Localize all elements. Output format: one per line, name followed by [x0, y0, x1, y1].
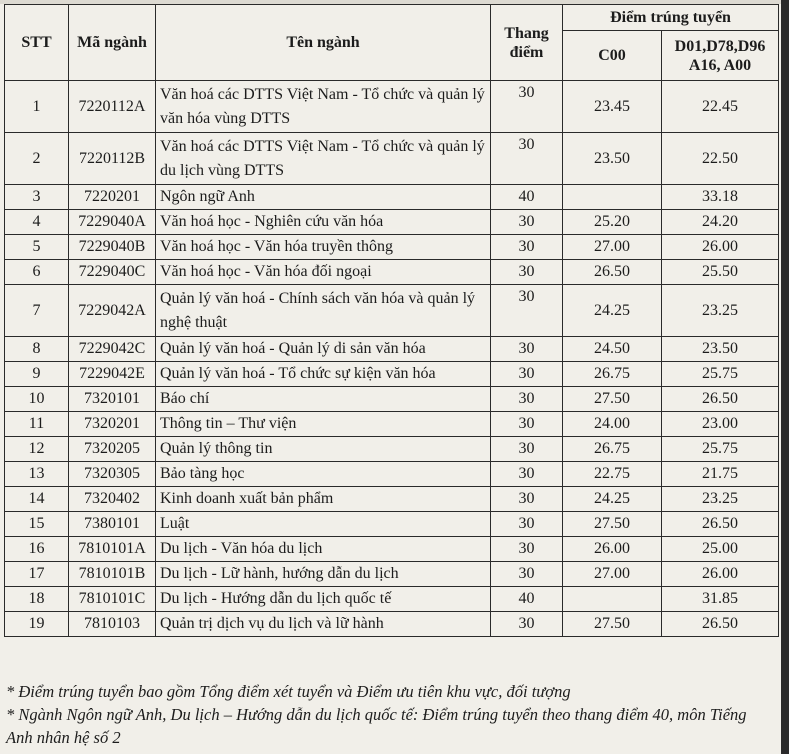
cell-stt: 12	[5, 437, 69, 462]
cell-scale: 30	[491, 260, 563, 285]
cell-code: 7810103	[69, 612, 156, 637]
cell-scale: 30	[491, 81, 563, 133]
cell-stt: 18	[5, 587, 69, 612]
table-row	[5, 487, 779, 512]
cell-code: 7229040A	[69, 210, 156, 235]
cell-d01: 22.45	[662, 81, 779, 133]
table-row	[5, 81, 779, 133]
table-row	[5, 235, 779, 260]
cell-scale: 30	[491, 437, 563, 462]
cell-code: 7320205	[69, 437, 156, 462]
cell-name: Du lịch - Lữ hành, hướng dẫn du lịch	[156, 562, 491, 587]
cell-code: 7810101C	[69, 587, 156, 612]
cell-stt: 13	[5, 462, 69, 487]
cell-stt: 6	[5, 260, 69, 285]
cell-code: 7320305	[69, 462, 156, 487]
header-code: Mã ngành	[69, 5, 156, 81]
cell-stt: 16	[5, 537, 69, 562]
cell-scale: 30	[491, 562, 563, 587]
cell-scale: 30	[491, 235, 563, 260]
cell-d01: 25.75	[662, 437, 779, 462]
cell-c00	[563, 587, 662, 612]
cell-stt: 19	[5, 612, 69, 637]
cell-stt: 14	[5, 487, 69, 512]
cell-d01: 23.00	[662, 412, 779, 437]
cell-scale: 30	[491, 612, 563, 637]
cell-name: Quản lý thông tin	[156, 437, 491, 462]
cell-stt: 11	[5, 412, 69, 437]
cell-name: Ngôn ngữ Anh	[156, 185, 491, 210]
photo-right-edge	[781, 0, 789, 754]
cell-stt: 17	[5, 562, 69, 587]
cell-scale: 40	[491, 185, 563, 210]
cell-c00: 24.50	[563, 337, 662, 362]
table-row	[5, 437, 779, 462]
cell-c00: 26.50	[563, 260, 662, 285]
cell-name: Quản lý văn hoá - Quản lý di sản văn hóa	[156, 337, 491, 362]
cell-c00: 23.50	[563, 133, 662, 185]
cell-stt: 8	[5, 337, 69, 362]
cell-scale: 30	[491, 387, 563, 412]
cell-code: 7320402	[69, 487, 156, 512]
cell-name: Thông tin – Thư viện	[156, 412, 491, 437]
cell-scale: 30	[491, 537, 563, 562]
cell-stt: 15	[5, 512, 69, 537]
cell-name: Báo chí	[156, 387, 491, 412]
table-row	[5, 260, 779, 285]
footnotes	[6, 680, 766, 749]
cell-name: Quản trị dịch vụ du lịch và lữ hành	[156, 612, 491, 637]
cell-d01: 31.85	[662, 587, 779, 612]
cell-scale: 30	[491, 133, 563, 185]
cell-code: 7220112A	[69, 81, 156, 133]
cell-c00: 24.25	[563, 285, 662, 337]
cell-name: Văn hoá học - Nghiên cứu văn hóa	[156, 210, 491, 235]
cell-d01: 25.75	[662, 362, 779, 387]
table-row	[5, 512, 779, 537]
cell-d01: 22.50	[662, 133, 779, 185]
cell-c00: 24.00	[563, 412, 662, 437]
table-row	[5, 285, 779, 337]
cell-code: 7320201	[69, 412, 156, 437]
cell-c00: 22.75	[563, 462, 662, 487]
cell-code: 7229040C	[69, 260, 156, 285]
cell-stt: 1	[5, 81, 69, 133]
cell-c00	[563, 185, 662, 210]
cell-scale: 30	[491, 412, 563, 437]
cell-scale: 30	[491, 210, 563, 235]
table-row	[5, 133, 779, 185]
cell-d01: 25.00	[662, 537, 779, 562]
footnote-2: * Ngành Ngôn ngữ Anh, Du lịch – Hướng dẫn du lịch quốc tế: Điểm trúng tuyển theo thang điểm 40, môn Tiếng Anh nhân hệ số 2	[6, 705, 747, 747]
cell-c00: 27.50	[563, 612, 662, 637]
table-row	[5, 412, 779, 437]
cell-c00: 24.25	[563, 487, 662, 512]
cell-d01: 26.50	[662, 612, 779, 637]
cell-scale: 30	[491, 337, 563, 362]
header-c00: C00	[563, 31, 662, 81]
cell-scale: 30	[491, 462, 563, 487]
cell-stt: 5	[5, 235, 69, 260]
table-row	[5, 337, 779, 362]
cell-name: Bảo tàng học	[156, 462, 491, 487]
table-row	[5, 562, 779, 587]
cell-name: Văn hoá học - Văn hóa truyền thông	[156, 235, 491, 260]
cell-code: 7229042A	[69, 285, 156, 337]
cell-code: 7220201	[69, 185, 156, 210]
cell-d01: 26.00	[662, 235, 779, 260]
cell-stt: 9	[5, 362, 69, 387]
cell-code: 7229040B	[69, 235, 156, 260]
header-d01: D01,D78,D96 A16, A00	[662, 31, 779, 81]
cell-scale: 30	[491, 285, 563, 337]
cell-name: Kinh doanh xuất bản phẩm	[156, 487, 491, 512]
cell-d01: 33.18	[662, 185, 779, 210]
cell-d01: 24.20	[662, 210, 779, 235]
cell-code: 7810101A	[69, 537, 156, 562]
table-row	[5, 362, 779, 387]
table-row	[5, 185, 779, 210]
footnote-1: * Điểm trúng tuyển bao gồm Tổng điểm xét tuyển và Điểm ưu tiên khu vực, đối tượng	[6, 682, 571, 701]
header-scores: Điểm trúng tuyển	[563, 5, 779, 31]
cell-c00: 26.00	[563, 537, 662, 562]
cell-c00: 27.50	[563, 512, 662, 537]
cell-d01: 26.50	[662, 512, 779, 537]
cell-scale: 30	[491, 487, 563, 512]
header-name: Tên ngành	[156, 5, 491, 81]
table-row	[5, 210, 779, 235]
cell-stt: 4	[5, 210, 69, 235]
cell-c00: 25.20	[563, 210, 662, 235]
cell-scale: 40	[491, 587, 563, 612]
cell-d01: 21.75	[662, 462, 779, 487]
cell-code: 7220112B	[69, 133, 156, 185]
cell-d01: 23.50	[662, 337, 779, 362]
header-row-1	[5, 5, 779, 31]
cell-name: Quản lý văn hoá - Chính sách văn hóa và quản lý nghệ thuật	[156, 285, 491, 337]
cell-name: Luật	[156, 512, 491, 537]
cell-name: Du lịch - Hướng dẫn du lịch quốc tế	[156, 587, 491, 612]
table-row	[5, 462, 779, 487]
cell-scale: 30	[491, 512, 563, 537]
cell-c00: 27.00	[563, 235, 662, 260]
table-row	[5, 537, 779, 562]
cell-stt: 10	[5, 387, 69, 412]
cell-scale: 30	[491, 362, 563, 387]
cell-d01: 26.50	[662, 387, 779, 412]
cell-name: Văn hoá học - Văn hóa đối ngoại	[156, 260, 491, 285]
cell-d01: 23.25	[662, 487, 779, 512]
cell-c00: 27.00	[563, 562, 662, 587]
cell-c00: 27.50	[563, 387, 662, 412]
cell-code: 7229042C	[69, 337, 156, 362]
cell-d01: 26.00	[662, 562, 779, 587]
cell-name: Văn hoá các DTTS Việt Nam - Tổ chức và quản lý du lịch vùng DTTS	[156, 133, 491, 185]
cell-stt: 3	[5, 185, 69, 210]
table-row	[5, 587, 779, 612]
cell-stt: 7	[5, 285, 69, 337]
cell-stt: 2	[5, 133, 69, 185]
header-stt: STT	[5, 5, 69, 81]
cell-c00: 26.75	[563, 362, 662, 387]
cell-code: 7810101B	[69, 562, 156, 587]
table-row	[5, 387, 779, 412]
cell-name: Quản lý văn hoá - Tổ chức sự kiện văn hóa	[156, 362, 491, 387]
cell-code: 7320101	[69, 387, 156, 412]
cell-name: Du lịch - Văn hóa du lịch	[156, 537, 491, 562]
admission-scores-table	[4, 4, 779, 637]
cell-code: 7380101	[69, 512, 156, 537]
cell-d01: 23.25	[662, 285, 779, 337]
header-scale: Thang điểm	[491, 5, 563, 81]
cell-code: 7229042E	[69, 362, 156, 387]
table-row	[5, 612, 779, 637]
cell-c00: 26.75	[563, 437, 662, 462]
cell-name: Văn hoá các DTTS Việt Nam - Tổ chức và quản lý văn hóa vùng DTTS	[156, 81, 491, 133]
cell-c00: 23.45	[563, 81, 662, 133]
cell-d01: 25.50	[662, 260, 779, 285]
